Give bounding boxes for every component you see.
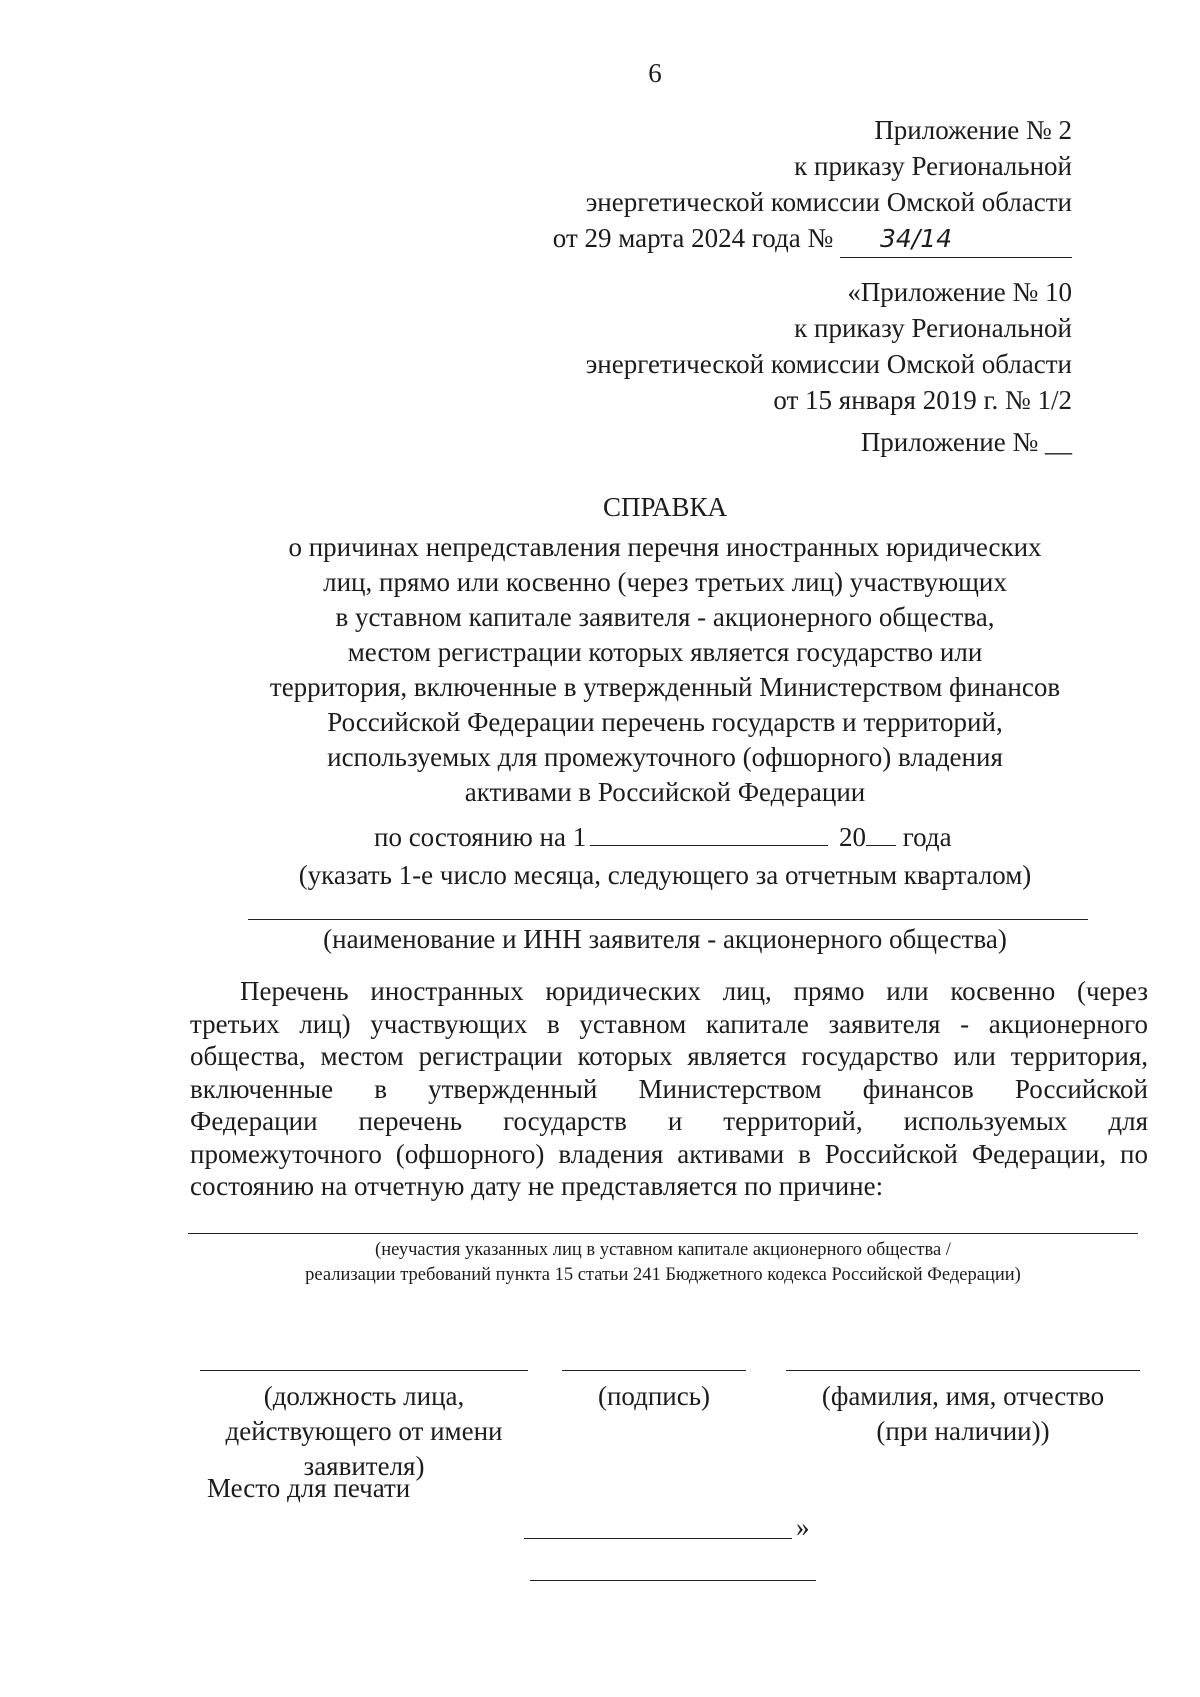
closing-line — [524, 1538, 792, 1539]
paragraph-line: промежуточного (офшорного) владения активами в Российской Федерации, по — [190, 1138, 1148, 1169]
body-paragraph — [190, 975, 1148, 1203]
as-of-date-line — [374, 822, 952, 853]
subtitle-line: местом регистрации которых является государство или — [347, 637, 983, 667]
original-attachment-header — [586, 274, 1072, 418]
position-caption — [200, 1379, 528, 1484]
attachment-line-3: энергетической комиссии Омской области — [585, 187, 1072, 217]
seal-place-label: Место для печати — [207, 1473, 411, 1503]
reason-hint-line-2: реализации требований пункта 15 статьи 241 Бюджетного кодекса Российской Федерации) — [305, 1265, 1021, 1285]
reason-hint — [0, 1238, 1200, 1288]
paragraph-line: общества, местом регистрации которых является государство или территория, — [190, 1041, 1148, 1071]
closing-quote: » — [796, 1512, 810, 1542]
as-of-suffix: года — [902, 822, 952, 852]
paragraph-line: состоянию на отчетную дату не представляется по причине: — [190, 1171, 884, 1201]
reason-hint-line-1: (неучастия указанных лиц в уставном капитале акционерного общества / — [375, 1240, 951, 1260]
as-of-prefix: по состоянию на 1 — [374, 822, 587, 852]
attachment-line-2: к приказу Региональной — [794, 151, 1072, 181]
signature-line[interactable] — [562, 1370, 746, 1371]
order-number-field — [840, 220, 1072, 258]
caption-line: (подпись) — [597, 1381, 711, 1411]
attachment-blank-number: Приложение № __ — [860, 427, 1072, 457]
caption-line: действующего от имени — [225, 1416, 503, 1446]
original-attachment-line-1: «Приложение № 10 — [847, 277, 1072, 307]
subtitle-line: лиц, прямо или косвенно (через третьих лиц) участвующих — [323, 567, 1007, 597]
document-subtitle — [0, 530, 1200, 810]
caption-line: (при наличии)) — [876, 1416, 1050, 1446]
attachment-line-1: Приложение № 2 — [874, 115, 1072, 145]
subtitle-line: о причинах непредставления перечня иностранных юридических — [288, 532, 1042, 562]
paragraph-line: Федерации перечень государств и территорий, используемых для — [190, 1106, 1148, 1136]
year-prefix: 20 — [838, 822, 866, 852]
as-of-hint: (указать 1-е число месяца, следующего за отчетным кварталом) — [298, 860, 1032, 890]
position-signature-line[interactable] — [200, 1370, 528, 1371]
attachment-header — [553, 112, 1072, 258]
closing-line-2 — [530, 1580, 816, 1581]
original-attachment-line-2: к приказу Региональной — [794, 313, 1072, 343]
original-attachment-line-3: энергетической комиссии Омской области — [585, 349, 1072, 379]
applicant-name-blank-field[interactable] — [248, 919, 1088, 920]
caption-line: (должность лица, — [263, 1381, 465, 1411]
attachment-date-line — [553, 220, 1072, 258]
subtitle-line: в уставном капитале заявителя - акционерного общества, — [335, 602, 995, 632]
subtitle-line: активами в Российской Федерации — [464, 777, 866, 807]
full-name-signature-line[interactable] — [786, 1370, 1140, 1371]
document-title: СПРАВКА — [602, 492, 728, 522]
original-attachment-line-4: от 15 января 2019 г. № 1/2 — [773, 385, 1072, 415]
attachment-date: от 29 марта 2024 года № — [552, 223, 840, 253]
caption-line: (фамилия, имя, отчество — [821, 1381, 1105, 1411]
subtitle-line: территория, включенные в утвержденный Министерством финансов — [269, 672, 1061, 702]
paragraph-line: Перечень иностранных юридических лиц, прямо или косвенно (через — [240, 976, 1148, 1006]
paragraph-line: третьих лиц) участвующих в уставном капитале заявителя - акционерного — [190, 1008, 1148, 1039]
subtitle-line: используемых для промежуточного (офшорного) владения — [327, 742, 1003, 772]
year-blank-field[interactable] — [866, 823, 896, 846]
handwritten-order-number: 34/14 — [880, 224, 953, 253]
applicant-name-hint: (наименование и ИНН заявителя - акционерного общества) — [323, 924, 1007, 954]
page-number: 6 — [648, 58, 662, 88]
subtitle-line: Российской Федерации перечень государств и территорий, — [327, 707, 1003, 737]
paragraph-line: включенные в утвержденный Министерством финансов Российской — [190, 1073, 1148, 1104]
signature-caption — [562, 1379, 746, 1414]
month-blank-field[interactable] — [590, 823, 828, 846]
full-name-caption — [786, 1379, 1140, 1449]
caption-line: заявителя) — [303, 1451, 425, 1481]
reason-blank-field[interactable] — [188, 1233, 1138, 1234]
